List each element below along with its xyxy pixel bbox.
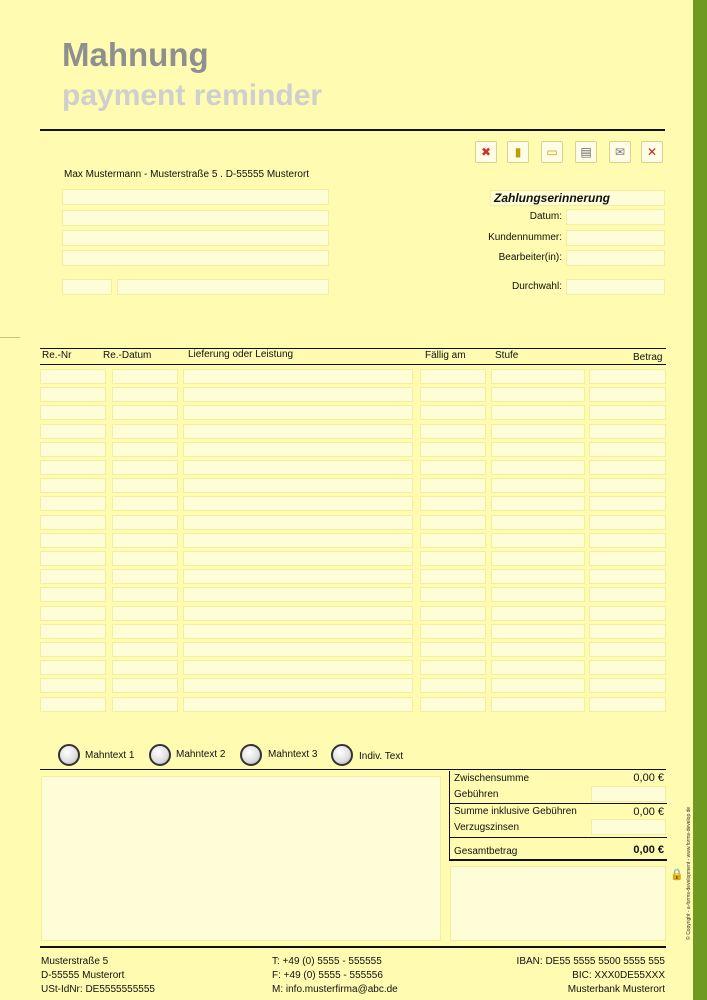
table-header-line <box>40 364 666 365</box>
table-cell[interactable] <box>420 642 486 657</box>
table-cell[interactable] <box>491 697 585 712</box>
table-cell[interactable] <box>491 387 585 402</box>
table-cell[interactable] <box>112 642 178 657</box>
table-cell[interactable] <box>420 424 486 439</box>
table-cell[interactable] <box>589 515 666 530</box>
table-cell[interactable] <box>420 533 486 548</box>
table-cell[interactable] <box>491 660 585 675</box>
table-cell[interactable] <box>589 496 666 511</box>
table-cell[interactable] <box>112 569 178 584</box>
table-cell[interactable] <box>589 478 666 493</box>
table-cell[interactable] <box>183 551 413 566</box>
gebuehren-field[interactable] <box>591 786 666 802</box>
datum-label: Datum: <box>529 211 562 222</box>
copyright-text: © Copyright - a-forms-development - www.forms-develop.de <box>686 806 692 940</box>
table-cell[interactable] <box>183 369 413 384</box>
table-cell[interactable] <box>40 387 106 402</box>
lock-icon: 🔒 <box>670 869 684 881</box>
table-cell[interactable] <box>491 460 585 475</box>
table-cell[interactable] <box>183 624 413 639</box>
table-cell[interactable] <box>589 678 666 693</box>
col-header-leistung: Lieferung oder Leistung <box>188 349 294 360</box>
table-cell[interactable] <box>589 551 666 566</box>
col-header-stufe: Stufe <box>495 350 519 361</box>
mahntext-3-label: Mahntext 3 <box>268 749 318 760</box>
summe-inkl-label: Summe inklusive Gebühren <box>454 806 577 817</box>
table-cell[interactable] <box>183 697 413 712</box>
table-cell[interactable] <box>491 533 585 548</box>
table-cell[interactable] <box>491 424 585 439</box>
footer-bank <box>470 955 665 997</box>
table-cell[interactable] <box>112 424 178 439</box>
table-cell[interactable] <box>491 678 585 693</box>
mahntext-1-label: Mahntext 1 <box>85 750 135 761</box>
footer-iban: IBAN: DE55 5555 5500 5555 555 <box>516 956 665 967</box>
table-cell[interactable] <box>420 369 486 384</box>
totals-double-line <box>449 859 667 861</box>
reminder-text-area[interactable] <box>41 776 441 941</box>
table-cell[interactable] <box>40 678 106 693</box>
table-cell[interactable] <box>589 405 666 420</box>
table-cell[interactable] <box>112 460 178 475</box>
table-cell[interactable] <box>491 606 585 621</box>
table-cell[interactable] <box>183 442 413 457</box>
table-cell[interactable] <box>589 697 666 712</box>
table-cell[interactable] <box>420 496 486 511</box>
table-cell[interactable] <box>491 624 585 639</box>
footer-vat: USt-IdNr: DE5555555555 <box>41 984 155 995</box>
table-cell[interactable] <box>183 587 413 602</box>
table-cell[interactable] <box>183 496 413 511</box>
address-field-1[interactable] <box>62 189 329 205</box>
table-cell[interactable] <box>420 697 486 712</box>
table-cell[interactable] <box>183 424 413 439</box>
delete-document-button[interactable] <box>475 141 497 163</box>
table-cell[interactable] <box>491 369 585 384</box>
table-cell[interactable] <box>420 587 486 602</box>
table-cell[interactable] <box>183 569 413 584</box>
table-cell[interactable] <box>491 496 585 511</box>
footer-fax: F: +49 (0) 5555 - 555556 <box>272 970 383 981</box>
header-divider <box>40 129 665 131</box>
new-document-button[interactable] <box>507 141 529 163</box>
table-cell[interactable] <box>112 369 178 384</box>
table-cell[interactable] <box>183 642 413 657</box>
table-cell[interactable] <box>420 478 486 493</box>
table-cell[interactable] <box>183 460 413 475</box>
info-heading: Zahlungserinnerung <box>494 191 611 205</box>
indiv-text-radio[interactable] <box>331 744 353 766</box>
table-cell[interactable] <box>589 587 666 602</box>
verzugszinsen-field[interactable] <box>591 819 666 835</box>
notes-field[interactable] <box>450 866 666 941</box>
table-cell[interactable] <box>112 515 178 530</box>
footer-address <box>41 955 155 997</box>
table-cell[interactable] <box>40 642 106 657</box>
table-cell[interactable] <box>589 533 666 548</box>
table-cell[interactable] <box>40 424 106 439</box>
table-cell[interactable] <box>40 496 106 511</box>
delete-document-icon: ✖ <box>480 145 492 159</box>
footer-email: M: info.musterfirma@abc.de <box>272 984 398 995</box>
table-cell[interactable] <box>420 660 486 675</box>
table-cell[interactable] <box>183 387 413 402</box>
table-cell[interactable] <box>183 515 413 530</box>
table-cell[interactable] <box>420 551 486 566</box>
table-cell[interactable] <box>491 515 585 530</box>
table-cell[interactable] <box>183 660 413 675</box>
open-folder-button[interactable] <box>541 141 563 163</box>
table-cell[interactable] <box>420 606 486 621</box>
col-header-renr: Re.-Nr <box>42 350 72 361</box>
gesamtbetrag-value: 0,00 € <box>633 844 664 856</box>
durchwahl-label: Durchwahl: <box>511 281 562 292</box>
zwischensumme-label: Zwischensumme <box>454 773 530 784</box>
table-cell[interactable] <box>112 496 178 511</box>
table-cell[interactable] <box>420 624 486 639</box>
table-cell[interactable] <box>40 551 106 566</box>
table-cell[interactable] <box>112 587 178 602</box>
verzugszinsen-label: Verzugszinsen <box>454 822 520 833</box>
table-cell[interactable] <box>112 697 178 712</box>
address-field-2[interactable] <box>62 210 329 226</box>
table-cell[interactable] <box>112 624 178 639</box>
bearbeiter-label: Bearbeiter(in): <box>498 252 562 263</box>
close-button[interactable] <box>641 141 663 163</box>
table-cell[interactable] <box>112 660 178 675</box>
kundennummer-label: Kundennummer: <box>488 232 562 243</box>
table-cell[interactable] <box>112 606 178 621</box>
table-cell[interactable] <box>112 478 178 493</box>
zwischensumme-value: 0,00 € <box>633 772 664 784</box>
table-cell[interactable] <box>112 387 178 402</box>
table-cell[interactable] <box>183 606 413 621</box>
table-cell[interactable] <box>183 678 413 693</box>
table-cell[interactable] <box>491 569 585 584</box>
sender-line: Max Mustermann - Musterstraße 5 . D-55555 Musterort <box>64 169 310 180</box>
table-cell[interactable] <box>420 442 486 457</box>
table-cell[interactable] <box>40 460 106 475</box>
table-cell[interactable] <box>589 569 666 584</box>
table-cell[interactable] <box>40 405 106 420</box>
email-button[interactable] <box>609 141 631 163</box>
col-header-faellig: Fällig am <box>425 350 466 361</box>
mahntext-2-radio[interactable] <box>149 744 171 766</box>
footer-bic: BIC: XXX0DE55XXX <box>572 970 665 981</box>
table-top-line <box>40 348 666 349</box>
footer-contact <box>272 955 398 997</box>
table-cell[interactable] <box>40 624 106 639</box>
table-cell[interactable] <box>491 587 585 602</box>
table-cell[interactable] <box>112 442 178 457</box>
table-cell[interactable] <box>183 533 413 548</box>
mahntext-3-radio[interactable] <box>240 744 262 766</box>
footer-bankname: Musterbank Musterort <box>567 984 665 995</box>
print-button[interactable] <box>575 141 597 163</box>
table-cell[interactable] <box>589 387 666 402</box>
zip-field[interactable] <box>62 279 112 295</box>
table-cell[interactable] <box>40 587 106 602</box>
side-bar <box>693 0 707 1000</box>
gesamtbetrag-label: Gesamtbetrag <box>454 846 518 857</box>
close-icon: ✕ <box>646 145 658 159</box>
table-cell[interactable] <box>491 551 585 566</box>
table-cell[interactable] <box>589 624 666 639</box>
address-field-3[interactable] <box>62 230 329 246</box>
footer-divider <box>40 946 666 948</box>
footer-street: Musterstraße 5 <box>41 956 109 967</box>
table-cell[interactable] <box>40 660 106 675</box>
totals-line-1 <box>449 803 667 804</box>
mahntext-1-radio[interactable] <box>58 744 80 766</box>
table-cell[interactable] <box>589 606 666 621</box>
table-cell[interactable] <box>420 405 486 420</box>
table-cell[interactable] <box>420 515 486 530</box>
table-cell[interactable] <box>420 569 486 584</box>
table-cell[interactable] <box>183 478 413 493</box>
options-divider <box>40 769 666 770</box>
kundennummer-field[interactable] <box>566 230 665 246</box>
table-cell[interactable] <box>183 405 413 420</box>
table-cell[interactable] <box>112 551 178 566</box>
totals-line-2 <box>449 837 667 838</box>
table-cell[interactable] <box>589 424 666 439</box>
address-field-4[interactable] <box>62 250 329 266</box>
footer-phone: T: +49 (0) 5555 - 555555 <box>272 956 382 967</box>
table-cell[interactable] <box>491 405 585 420</box>
table-cell[interactable] <box>40 606 106 621</box>
table-cell[interactable] <box>40 569 106 584</box>
table-cell[interactable] <box>112 405 178 420</box>
table-cell[interactable] <box>40 478 106 493</box>
table-cell[interactable] <box>589 460 666 475</box>
table-cell[interactable] <box>420 460 486 475</box>
table-cell[interactable] <box>112 678 178 693</box>
table-cell[interactable] <box>589 442 666 457</box>
table-cell[interactable] <box>491 442 585 457</box>
city-field[interactable] <box>117 279 329 295</box>
page-subtitle: payment reminder <box>62 79 323 112</box>
open-folder-icon: ▭ <box>546 145 558 159</box>
print-icon: ▤ <box>580 145 592 159</box>
durchwahl-field[interactable] <box>566 279 665 295</box>
table-cell[interactable] <box>40 697 106 712</box>
table-cell[interactable] <box>589 660 666 675</box>
new-document-icon: ▮ <box>514 145 522 159</box>
fold-mark <box>0 337 20 338</box>
indiv-text-label: Indiv. Text <box>359 751 404 762</box>
table-cell[interactable] <box>40 515 106 530</box>
page-title: Mahnung <box>62 36 209 73</box>
table-cell[interactable] <box>589 642 666 657</box>
footer-city: D-55555 Musterort <box>41 970 125 981</box>
mahntext-2-label: Mahntext 2 <box>176 749 226 760</box>
table-cell[interactable] <box>40 533 106 548</box>
table-cell[interactable] <box>112 533 178 548</box>
summe-inkl-value: 0,00 € <box>633 806 664 818</box>
email-icon: ✉ <box>614 145 626 159</box>
table-cell[interactable] <box>491 642 585 657</box>
table-cell[interactable] <box>40 369 106 384</box>
col-header-redatum: Re.-Datum <box>103 350 152 361</box>
table-cell[interactable] <box>420 387 486 402</box>
bearbeiter-field[interactable] <box>566 250 665 266</box>
table-cell[interactable] <box>491 478 585 493</box>
table-cell[interactable] <box>40 442 106 457</box>
datum-field[interactable] <box>566 209 665 225</box>
col-header-betrag: Betrag <box>633 352 663 363</box>
gebuehren-label: Gebühren <box>454 789 499 800</box>
table-cell[interactable] <box>589 369 666 384</box>
table-cell[interactable] <box>420 678 486 693</box>
